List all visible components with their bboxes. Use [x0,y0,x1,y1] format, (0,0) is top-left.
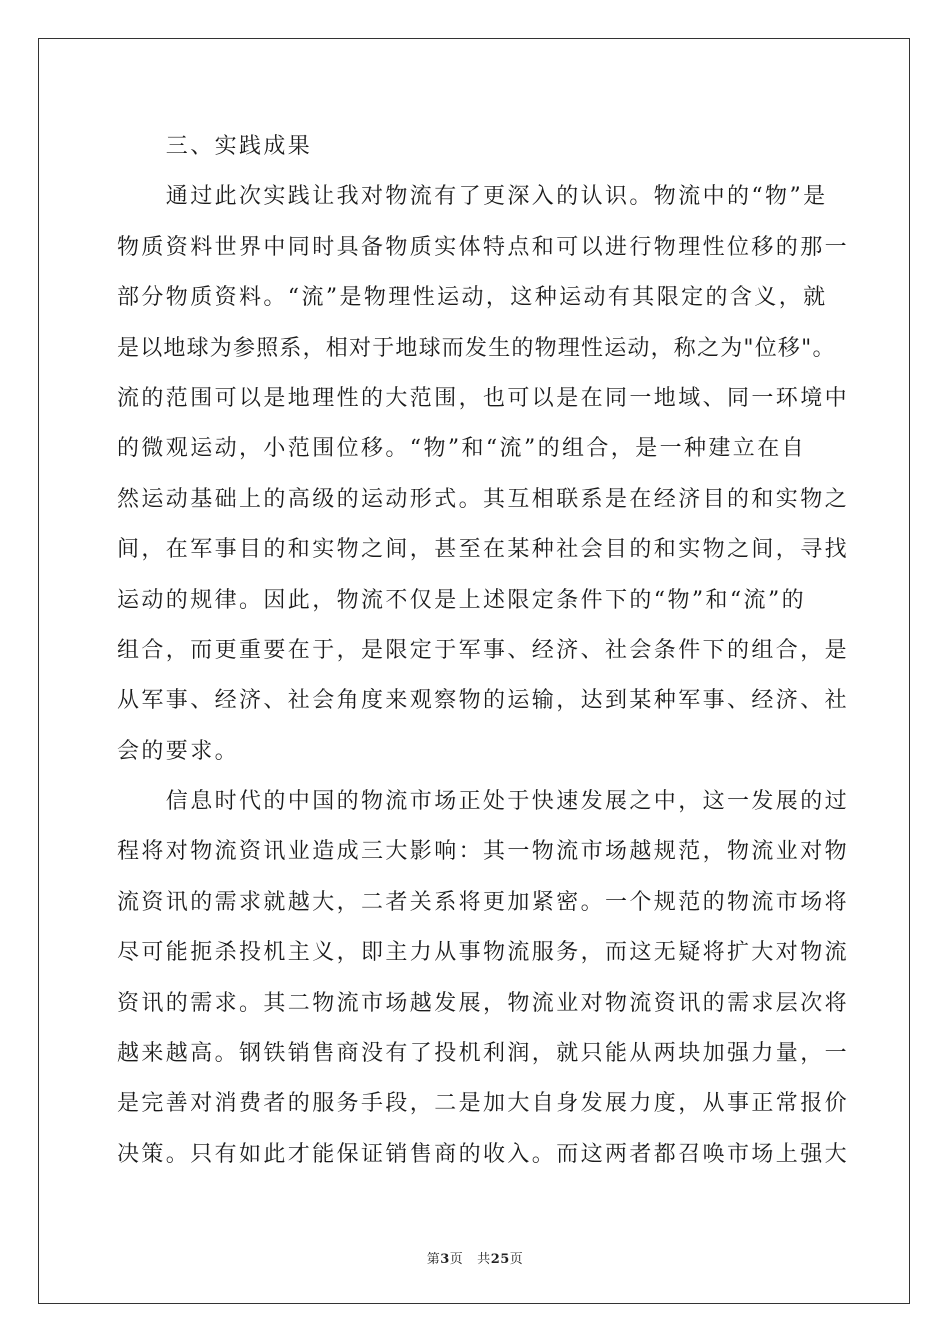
text-line: 程将对物流资讯业造成三大影响：其一物流市场越规范，物流业对物 [117,839,850,865]
text-line: 通过此次实践让我对物流有了更深入的认识。物流中的“物”是 [117,184,828,210]
total-suffix: 页 [509,1252,524,1267]
page-number: 3 [440,1252,450,1267]
text-line: 然运动基础上的高级的运动形式。其互相联系是在经济目的和实物之 [117,486,850,512]
text-line: 尽可能扼杀投机主义，即主力从事物流服务，而这无疑将扩大对物流 [117,940,850,966]
text-line: 会的要求。 [117,738,240,764]
text-line: 资讯的需求。其二物流市场越发展，物流业对物流资讯的需求层次将 [117,990,850,1016]
text-line: 运动的规律。因此，物流不仅是上述限定条件下的“物”和“流”的 [117,587,806,613]
page-footer [0,1248,950,1267]
text-line: 流资讯的需求就越大，二者关系将更加紧密。一个规范的物流市场将 [117,889,850,915]
text-line: 的微观运动，小范围位移。“物”和“流”的组合，是一种建立在自 [117,436,806,462]
total-prefix: 共 [477,1252,491,1267]
text-line: 越来越高。钢铁销售商没有了投机利润，就只能从两块加强力量，一 [117,1041,850,1067]
text-line: 是完善对消费者的服务手段，二是加大自身发展力度，从事正常报价 [117,1091,850,1117]
text-line: 是以地球为参照系，相对于地球而发生的物理性运动，称之为"位移"。 [117,335,836,361]
total-pages: 25 [490,1252,510,1267]
text-line: 信息时代的中国的物流市场正处于快速发展之中，这一发展的过 [117,789,850,815]
text-line: 决策。只有如此才能保证销售商的收入。而这两者都召唤市场上强大 [117,1141,850,1167]
text-line: 物质资料世界中同时具备物质实体特点和可以进行物理性位移的那一 [117,234,850,260]
text-line: 流的范围可以是地理性的大范围，也可以是在同一地域、同一环境中 [117,385,850,411]
text-line: 部分物质资料。“流”是物理性运动，这种运动有其限定的含义，就 [117,285,828,311]
document-body [117,122,850,1180]
page-prefix: 第 [426,1252,441,1267]
text-line: 三、实践成果 [117,134,313,159]
page-suffix: 页 [449,1252,464,1267]
text-line: 间，在军事目的和实物之间，甚至在某种社会目的和实物之间，寻找 [117,537,850,563]
text-line: 组合，而更重要在于，是限定于军事、经济、社会条件下的组合，是 [117,637,850,663]
text-line: 从军事、经济、社会角度来观察物的运输，达到某种军事、经济、社 [117,688,850,714]
text-lines [117,122,850,1180]
